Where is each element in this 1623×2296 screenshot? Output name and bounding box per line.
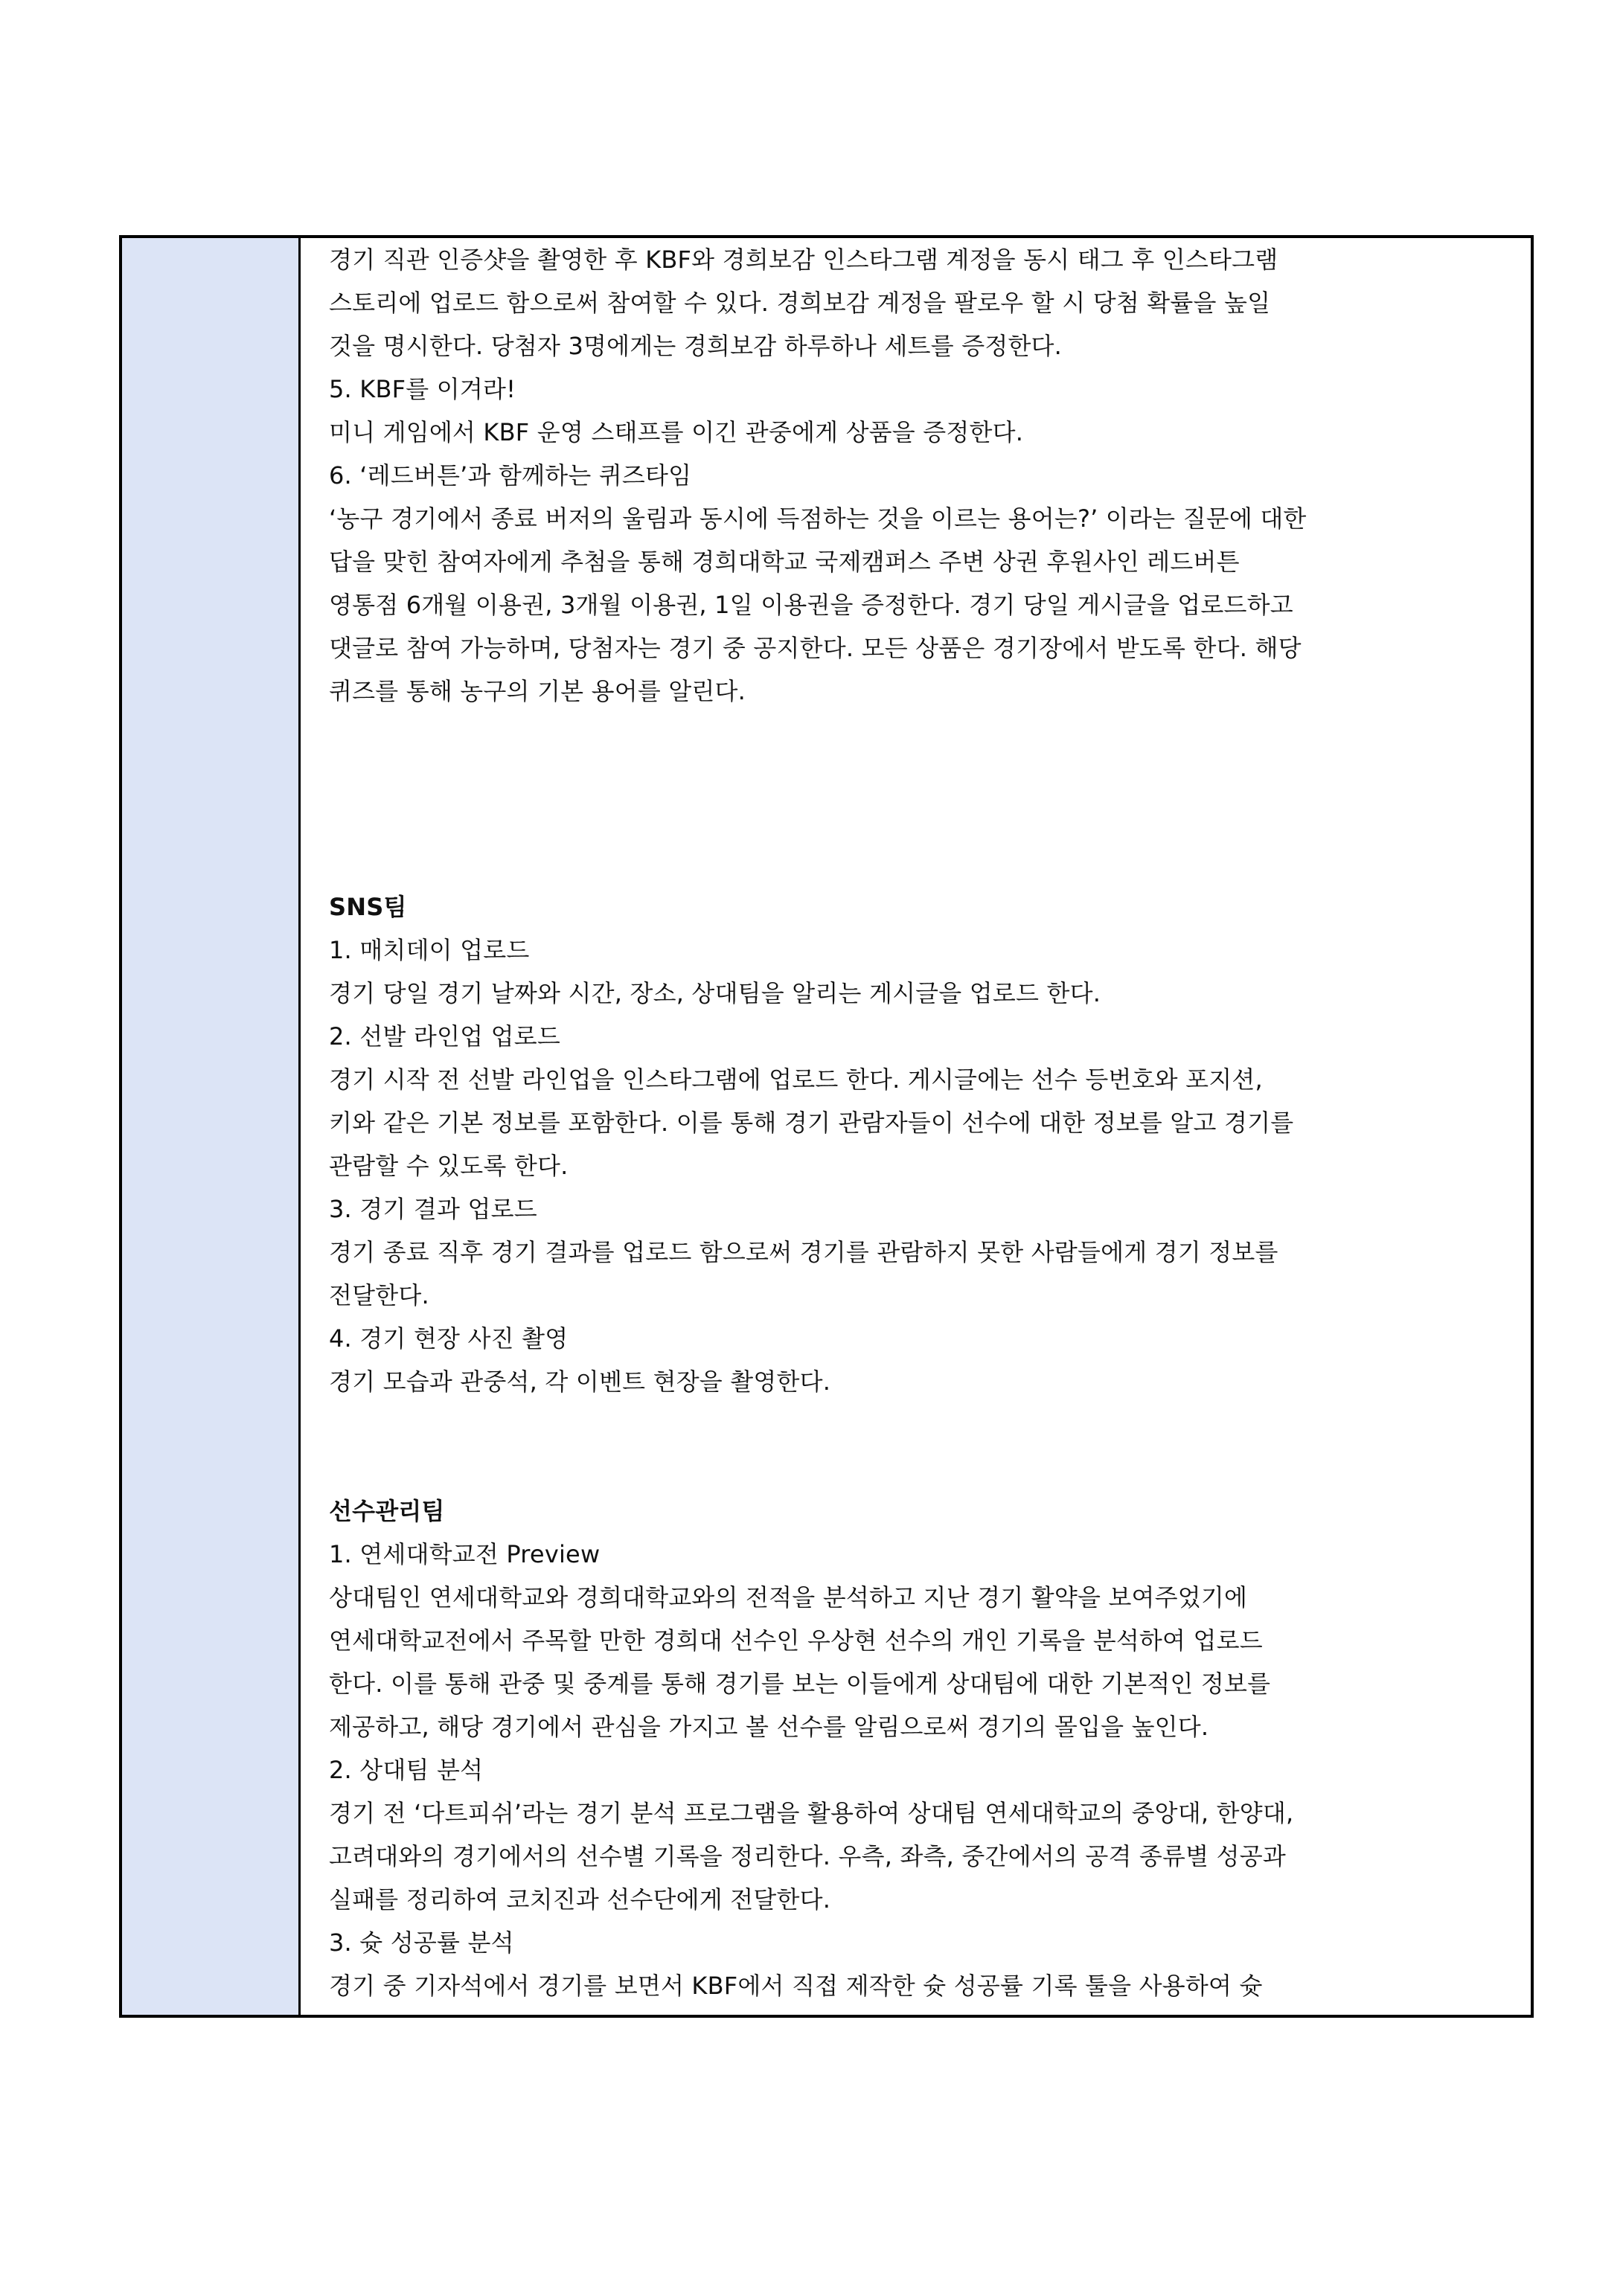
text-line: 경기 직관 인증샷을 촬영한 후 KBF와 경희보감 인스타그램 계정을 동시 태그 후 인스타그램 — [329, 246, 1278, 274]
text-line: 것을 명시한다. 당첨자 3명에게는 경희보감 하루하나 세트를 증정한다. — [329, 332, 1063, 360]
text-line: 실패를 정리하여 코치진과 선수단에게 전달한다. — [329, 1885, 831, 1914]
document-table — [119, 235, 1534, 2018]
text-line: 1. 연세대학교전 Preview — [329, 1540, 601, 1568]
text-line: 경기 종료 직후 경기 결과를 업로드 함으로써 경기를 관람하지 못한 사람들에게 경기 정보를 — [329, 1238, 1278, 1266]
table-content-cell — [301, 238, 1531, 2015]
text-line: 한다. 이를 통해 관중 및 중계를 통해 경기를 보는 이들에게 상대팀에 대한 기본적인 정보를 — [329, 1670, 1271, 1698]
text-line: 관람할 수 있도록 한다. — [329, 1152, 569, 1180]
text-line: 스토리에 업로드 함으로써 참여할 수 있다. 경희보감 계정을 팔로우 할 시 당첨 확률을 높일 — [329, 289, 1271, 317]
section-heading: SNS팀 — [329, 893, 407, 921]
event-section — [329, 238, 1527, 713]
text-line: 키와 같은 기본 정보를 포함한다. 이를 통해 경기 관람자들이 선수에 대한 정보를 알고 경기를 — [329, 1109, 1294, 1137]
text-line: 2. 선발 라인업 업로드 — [329, 1022, 560, 1051]
text-line: 답을 맞힌 참여자에게 추첨을 통해 경희대학교 국제캠퍼스 주변 상권 후원사인 레드버튼 — [329, 548, 1240, 576]
spacer — [329, 1446, 1527, 1489]
spacer — [329, 713, 1527, 756]
text-line: 댓글로 참여 가능하며, 당첨자는 경기 중 공지한다. 모든 상품은 경기장에서 받도록 한다. 해당 — [329, 634, 1302, 662]
text-line: 3. 경기 결과 업로드 — [329, 1195, 537, 1223]
text-line: 경기 전 ‘다트피쉬’라는 경기 분석 프로그램을 활용하여 상대팀 연세대학교의 중앙대, 한양대, — [329, 1799, 1294, 1827]
table-label-cell — [122, 238, 301, 2015]
text-line: 1. 매치데이 업로드 — [329, 936, 530, 964]
section-heading: 선수관리팀 — [329, 1497, 445, 1525]
text-line: 미니 게임에서 KBF 운영 스태프를 이긴 관중에게 상품을 증정한다. — [329, 418, 1024, 446]
text-line: ‘농구 경기에서 종료 버저의 울림과 동시에 득점하는 것을 이르는 용어는?’ 이라는 질문에 대한 — [329, 504, 1307, 533]
text-line: 경기 모습과 관중석, 각 이벤트 현장을 촬영한다. — [329, 1367, 831, 1396]
text-line: 고려대와의 경기에서의 선수별 기록을 정리한다. 우측, 좌측, 중간에서의 공격 종류별 성공과 — [329, 1842, 1286, 1870]
text-line: 6. ‘레드버튼’과 함께하는 퀴즈타임 — [329, 461, 692, 490]
spacer — [329, 842, 1527, 885]
player-team-section — [329, 1489, 1527, 2007]
text-line: 5. KBF를 이겨라! — [329, 375, 516, 403]
content-body — [329, 238, 1527, 2007]
text-line: 전달한다. — [329, 1281, 429, 1309]
text-line: 영통점 6개월 이용권, 3개월 이용권, 1일 이용권을 증정한다. 경기 당일 게시글을 업로드하고 — [329, 591, 1293, 619]
text-line: 2. 상대팀 분석 — [329, 1756, 484, 1784]
text-line: 경기 중 기자석에서 경기를 보면서 KBF에서 직접 제작한 슛 성공률 기록 툴을 사용하여 슛 — [329, 1972, 1263, 2000]
spacer — [329, 799, 1527, 842]
text-line: 제공하고, 해당 경기에서 관심을 가지고 볼 선수를 알림으로써 경기의 몰입을 높인다. — [329, 1713, 1209, 1741]
spacer — [329, 1403, 1527, 1446]
text-line: 3. 슛 성공률 분석 — [329, 1928, 514, 1957]
text-line: 연세대학교전에서 주목할 만한 경희대 선수인 우상현 선수의 개인 기록을 분석하여 업로드 — [329, 1626, 1263, 1655]
text-line: 경기 시작 전 선발 라인업을 인스타그램에 업로드 한다. 게시글에는 선수 등번호와 포지션, — [329, 1065, 1263, 1094]
sns-team-section — [329, 885, 1527, 1403]
spacer — [329, 756, 1527, 799]
text-line: 퀴즈를 통해 농구의 기본 용어를 알린다. — [329, 677, 746, 705]
text-line: 상대팀인 연세대학교와 경희대학교와의 전적을 분석하고 지난 경기 활약을 보여주었기에 — [329, 1583, 1248, 1612]
text-line: 경기 당일 경기 날짜와 시간, 장소, 상대팀을 알리는 게시글을 업로드 한다. — [329, 979, 1101, 1007]
text-line: 4. 경기 현장 사진 촬영 — [329, 1324, 569, 1353]
